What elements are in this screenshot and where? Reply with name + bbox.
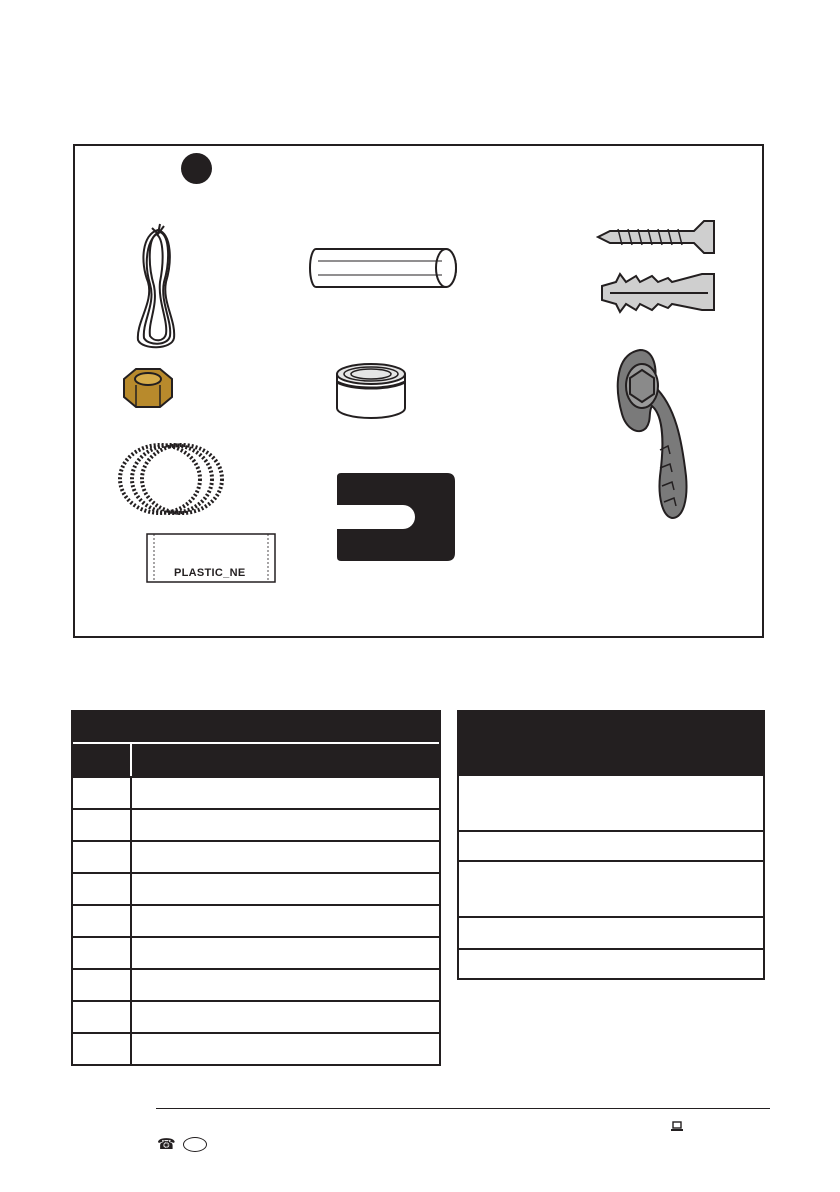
table-cell [132,938,439,968]
parts-list-table [71,710,441,1066]
tube-icon [306,245,460,291]
table-row [73,968,439,1000]
laptop-icon [670,1121,684,1132]
oval-badge-icon [183,1137,207,1152]
spacer-shim-icon [333,471,458,563]
hook-anchor-icon [610,346,700,522]
table-row [459,860,763,916]
table-row [73,808,439,840]
table-cell [132,1034,439,1064]
phone-icon: ☎ [157,1136,176,1153]
table-cell [73,970,132,1000]
table-cell [132,906,439,936]
column-header-description [132,744,439,776]
table-cell [132,842,439,872]
table-row [73,840,439,872]
table-row [73,1000,439,1032]
tape-roll-icon [333,360,409,420]
table-row [73,904,439,936]
table-row [459,776,763,830]
wall-plug-icon [596,270,720,316]
plastic-bag-label: PLASTIC_NE [174,567,246,579]
info-table-header [459,712,763,776]
table-row [73,1032,439,1064]
table-cell [73,842,132,872]
table-cell [73,874,132,904]
brass-nut-icon [118,365,176,409]
table-cell [132,1002,439,1032]
table-row [73,872,439,904]
footer-divider [156,1108,770,1109]
parts-list-column-headers [73,744,439,776]
info-table [457,710,765,980]
section-marker-dot [181,153,212,184]
table-cell [132,778,439,808]
parts-list-header [73,712,439,744]
table-row [459,830,763,860]
table-cell [73,1002,132,1032]
column-header-number [73,744,132,776]
table-cell [132,874,439,904]
bead-chain-icon [112,436,228,522]
table-row [459,916,763,948]
screw-icon [596,219,720,255]
table-cell [73,906,132,936]
table-row [73,776,439,808]
table-cell [73,1034,132,1064]
cable-coil-icon [128,222,188,352]
info-table-body [459,776,763,978]
table-cell [132,810,439,840]
table-row [459,948,763,978]
table-cell [73,938,132,968]
table-cell [73,810,132,840]
table-row [73,936,439,968]
table-cell [73,778,132,808]
table-cell [132,970,439,1000]
